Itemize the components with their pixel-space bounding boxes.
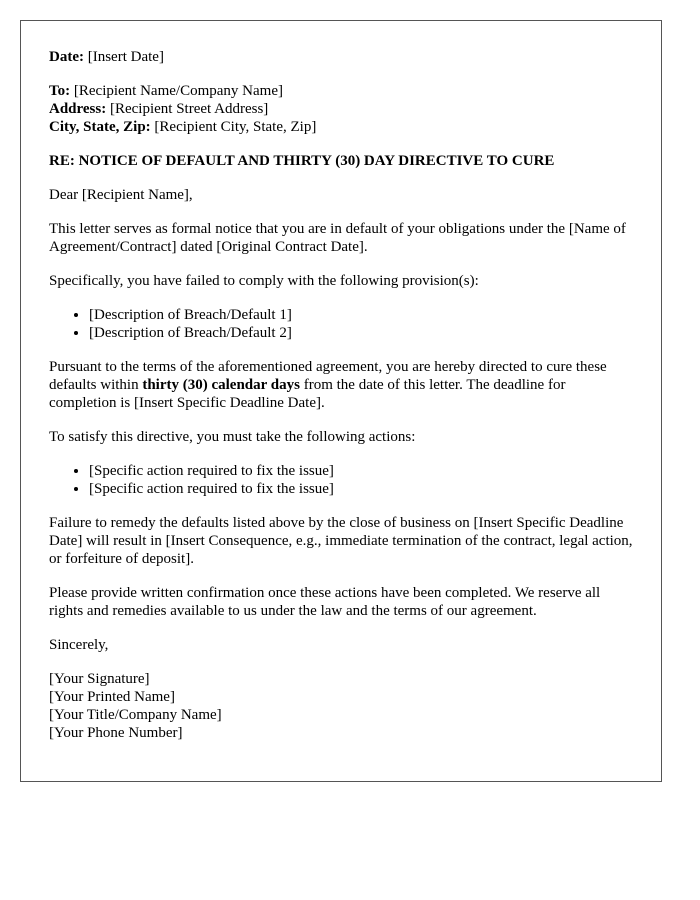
date-value: [Insert Date]	[87, 49, 164, 65]
directive-text-after: from the date of this letter. The deadline for completion is [Insert Specific Deadline Date].	[49, 377, 566, 411]
phone-number: [Your Phone Number]	[49, 725, 183, 741]
date-line	[49, 48, 633, 66]
date-label: Date:	[49, 49, 84, 65]
printed-name: [Your Printed Name]	[49, 689, 175, 705]
address-line	[49, 100, 633, 118]
title-company: [Your Title/Company Name]	[49, 707, 222, 723]
paragraph-confirmation: Please provide written confirmation once these actions have been completed. We reserve all rights and remedies available to us under the law and the terms of our agreement.	[49, 585, 601, 619]
list-item: • [Specific action required to fix the issue]	[89, 480, 633, 498]
letter-page	[20, 20, 662, 782]
action-list	[49, 462, 633, 498]
address-value: [Recipient Street Address]	[109, 101, 269, 117]
city-label: City, State, Zip:	[49, 119, 151, 135]
closing: Sincerely,	[49, 637, 109, 653]
paragraph-actions-intro: To satisfy this directive, you must take the following actions:	[49, 429, 416, 445]
directive-text-before: Pursuant to the terms of the aforementioned agreement, you are hereby directed to cure these defaults within	[49, 359, 607, 393]
address-label: Address:	[49, 101, 107, 117]
signature-placeholder: [Your Signature]	[49, 671, 150, 687]
paragraph-provisions-intro: Specifically, you have failed to comply with the following provision(s):	[49, 273, 479, 289]
paragraph-consequence: Failure to remedy the defaults listed above by the close of business on [Insert Specific Deadline Date] will result in [Insert Consequence, e.g., immediate termination of the contract, legal action, or forfeiture of deposit].	[49, 515, 633, 567]
list-item: • [Description of Breach/Default 2]	[89, 324, 633, 342]
paragraph-directive	[49, 358, 633, 412]
breach-list	[49, 306, 633, 342]
recipient-block	[49, 82, 633, 136]
paragraph-notice: This letter serves as formal notice that you are in default of your obligations under the [Name of Agreement/Contract] dated [Original Contract Date].	[49, 221, 626, 255]
subject-line: RE: NOTICE OF DEFAULT AND THIRTY (30) DAY DIRECTIVE TO CURE	[49, 153, 555, 169]
salutation: Dear [Recipient Name],	[49, 187, 193, 203]
list-item: • [Specific action required to fix the issue]	[89, 462, 633, 480]
to-label: To:	[49, 83, 71, 99]
city-line	[49, 118, 633, 136]
city-value: [Recipient City, State, Zip]	[154, 119, 317, 135]
list-item: • [Description of Breach/Default 1]	[89, 306, 633, 324]
directive-deadline-bold: thirty (30) calendar days	[142, 377, 300, 393]
signature-block	[49, 670, 633, 742]
to-line	[49, 82, 633, 100]
to-value: [Recipient Name/Company Name]	[73, 83, 283, 99]
